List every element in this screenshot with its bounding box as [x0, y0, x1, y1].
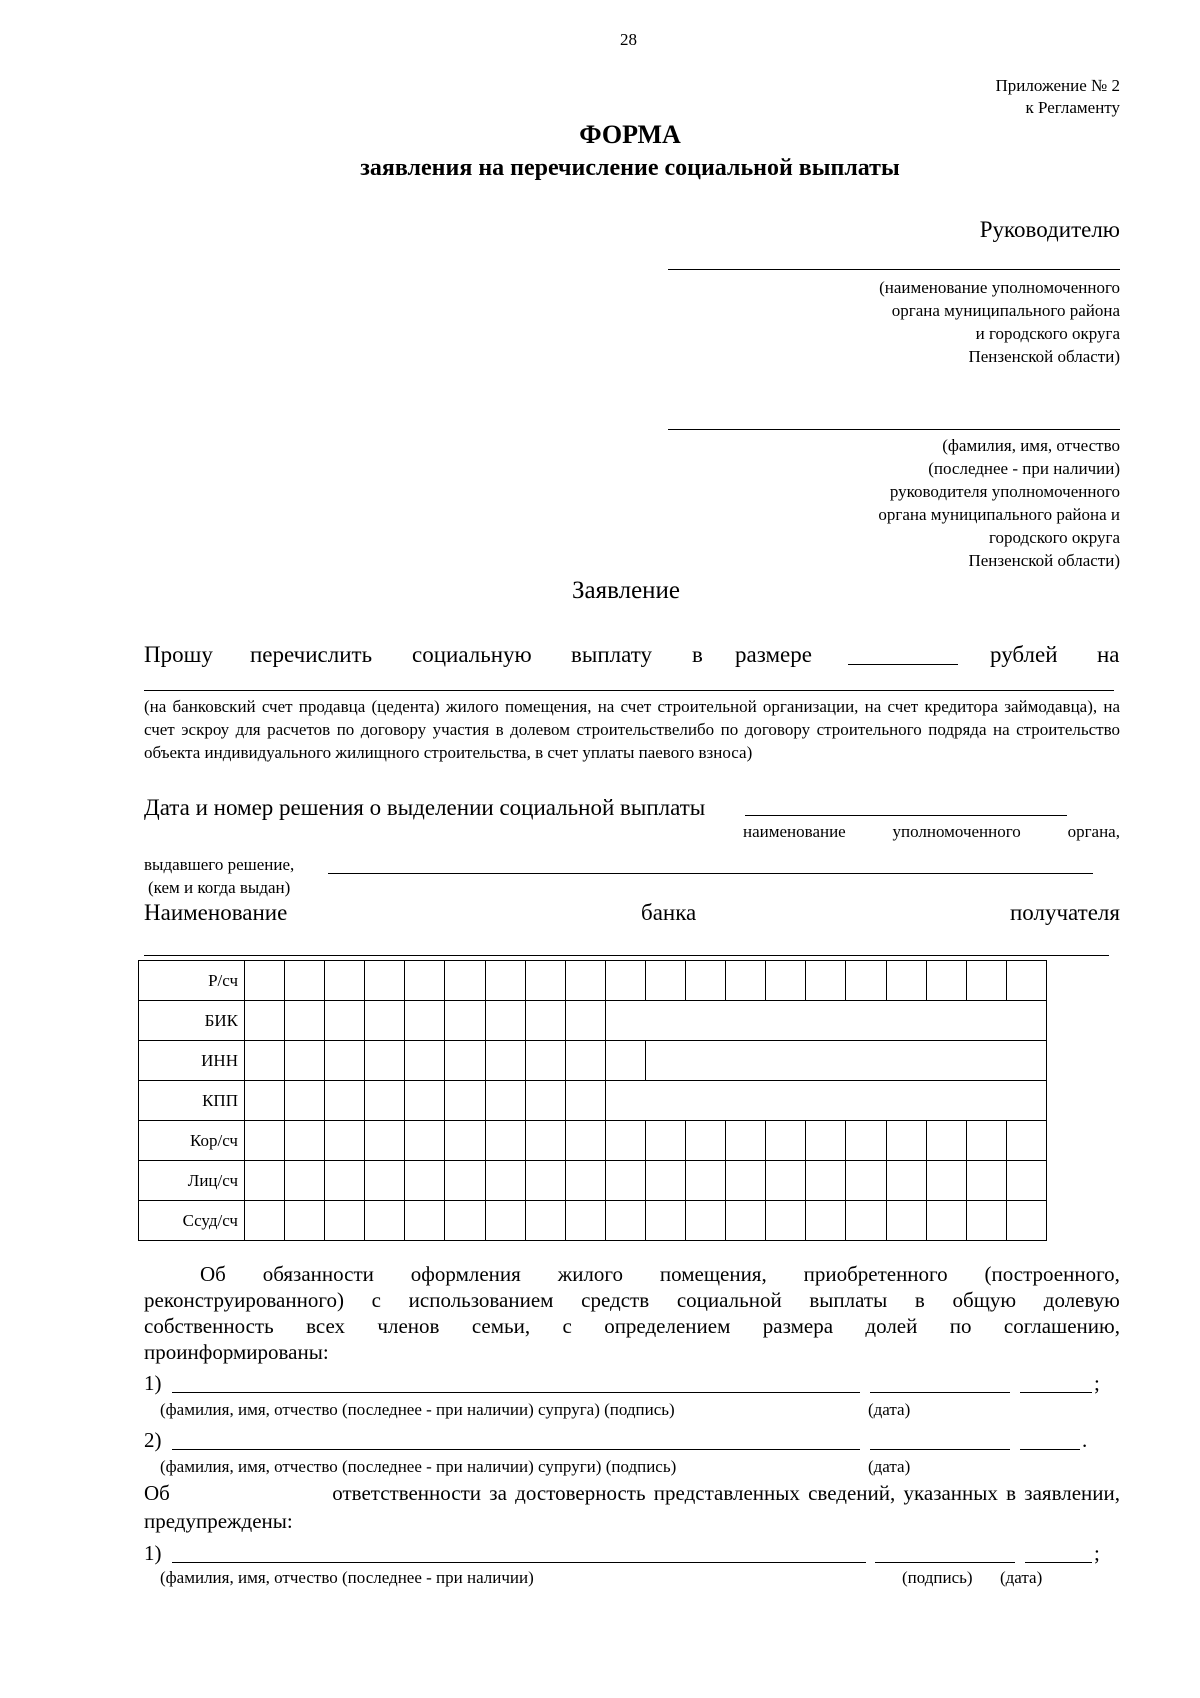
digit-cell[interactable]: [966, 1161, 1006, 1201]
own3-w6: определением: [604, 1314, 731, 1338]
account-destination-field[interactable]: [144, 690, 1114, 691]
ownership-line-1: [144, 1262, 1120, 1287]
digit-cell[interactable]: [485, 1201, 525, 1241]
digit-cell[interactable]: [365, 1001, 405, 1041]
digit-cell[interactable]: [285, 1161, 325, 1201]
person-hint-6: Пензенской области): [968, 551, 1120, 570]
digit-cell[interactable]: [565, 961, 605, 1001]
person-hint-1: (фамилия, имя, отчество: [942, 436, 1120, 455]
request-w8: на: [1097, 642, 1120, 667]
own3-w9: по: [949, 1314, 972, 1338]
digit-cell[interactable]: [405, 1041, 445, 1081]
bank-row: [139, 1081, 1047, 1121]
digit-cell[interactable]: [726, 961, 766, 1001]
decision-field[interactable]: [745, 815, 1067, 816]
digit-cell[interactable]: [726, 1201, 766, 1241]
digit-cell[interactable]: [766, 1161, 806, 1201]
own2-w1: реконструированного): [144, 1288, 344, 1312]
bank-row-label: Лиц/сч: [139, 1161, 245, 1201]
digit-cell[interactable]: [726, 1121, 766, 1161]
decision-label: Дата и номер решения о выделении социальной выплаты: [144, 795, 706, 820]
digit-cell[interactable]: [365, 1041, 405, 1081]
own1-w5: помещения,: [659, 1262, 767, 1286]
appendix-line-1: Приложение № 2: [995, 76, 1120, 95]
digit-cell[interactable]: [926, 1201, 966, 1241]
person-hint-3: руководителя уполномоченного: [889, 482, 1120, 501]
bank-row: [139, 1121, 1047, 1161]
digit-cell[interactable]: [766, 1201, 806, 1241]
sig2-sign-field[interactable]: [870, 1449, 1010, 1450]
own3-w3: членов: [377, 1314, 440, 1338]
digit-cell[interactable]: [686, 1201, 726, 1241]
digit-cell[interactable]: [886, 1161, 926, 1201]
resp-w1: Об: [144, 1481, 170, 1505]
digit-cell[interactable]: [445, 961, 485, 1001]
digit-cell[interactable]: [485, 1121, 525, 1161]
digit-cell[interactable]: [285, 961, 325, 1001]
digit-cell[interactable]: [645, 961, 685, 1001]
request-w6: размере: [735, 642, 812, 667]
request-w2: перечислить: [250, 642, 373, 667]
sig3-hint: (фамилия, имя, отчество (последнее - при наличии): [160, 1568, 534, 1587]
sig1-end: ;: [1094, 1371, 1100, 1395]
own3-w4: семьи,: [471, 1314, 531, 1338]
digit-cell[interactable]: [485, 961, 525, 1001]
own1-w4: жилого: [557, 1262, 624, 1286]
digit-cell[interactable]: [365, 1121, 405, 1161]
digit-cell[interactable]: [325, 1201, 365, 1241]
amount-field[interactable]: [848, 664, 958, 665]
responsibility-line-1: [144, 1481, 1120, 1506]
digit-cell[interactable]: [766, 1121, 806, 1161]
sig3-sign-field[interactable]: [875, 1562, 1015, 1563]
digit-cell[interactable]: [926, 961, 966, 1001]
sig3-date-field[interactable]: [1025, 1562, 1092, 1563]
appendix-line-2: к Регламенту: [1025, 98, 1120, 117]
digit-cell[interactable]: [806, 961, 846, 1001]
blank-tail-cell: [605, 1081, 1046, 1121]
bank-row: [139, 961, 1047, 1001]
digit-cell[interactable]: [605, 1041, 645, 1081]
digit-cell[interactable]: [605, 1121, 645, 1161]
own2-w6: выплаты: [809, 1288, 888, 1312]
digit-cell[interactable]: [325, 1121, 365, 1161]
bank-row-label: Р/сч: [139, 961, 245, 1001]
digit-cell[interactable]: [886, 961, 926, 1001]
digit-cell[interactable]: [325, 1001, 365, 1041]
digit-cell[interactable]: [565, 1041, 605, 1081]
own1-w7: (построенного,: [984, 1262, 1120, 1286]
page-number: 28: [620, 30, 637, 49]
digit-cell[interactable]: [525, 961, 565, 1001]
digit-cell[interactable]: [686, 1161, 726, 1201]
request-w7: рублей: [990, 642, 1058, 667]
digit-cell[interactable]: [645, 1121, 685, 1161]
own3-w2: всех: [306, 1314, 346, 1338]
org-hint-3: и городского округа: [975, 324, 1120, 343]
own3-w1: собственность: [144, 1314, 274, 1338]
own2-w8: общую: [952, 1288, 1017, 1312]
digit-cell[interactable]: [966, 1201, 1006, 1241]
bank-row: [139, 1001, 1047, 1041]
authority-hint: [743, 822, 1120, 842]
person-hint-5: городского округа: [988, 528, 1120, 547]
own1-w1: Об: [200, 1262, 226, 1286]
digit-cell[interactable]: [605, 961, 645, 1001]
digit-cell[interactable]: [445, 1041, 485, 1081]
sig1-number: 1): [144, 1371, 162, 1395]
request-w5: в: [692, 642, 703, 667]
org-hint-1: (наименование уполномоченного: [879, 278, 1120, 297]
digit-cell[interactable]: [285, 1201, 325, 1241]
digit-cell[interactable]: [645, 1201, 685, 1241]
digit-cell[interactable]: [445, 1081, 485, 1121]
digit-cell[interactable]: [886, 1121, 926, 1161]
digit-cell[interactable]: [1006, 1121, 1046, 1161]
head-name-field[interactable]: [668, 429, 1120, 430]
bank-row-label: БИК: [139, 1001, 245, 1041]
digit-cell[interactable]: [445, 1001, 485, 1041]
bank-row-label: Ссуд/сч: [139, 1201, 245, 1241]
request-w3: социальную: [412, 642, 532, 667]
bank-w2: банка: [641, 900, 697, 925]
blank-tail-cell: [605, 1001, 1046, 1041]
digit-cell[interactable]: [325, 1041, 365, 1081]
issued-by-field[interactable]: [328, 873, 1093, 874]
digit-cell[interactable]: [485, 1161, 525, 1201]
ownership-line-4: проинформированы:: [144, 1340, 329, 1364]
digit-cell[interactable]: [806, 1201, 846, 1241]
resp-w2: ответственности за достоверность представленных сведений, указанных в заявлении,: [332, 1481, 1120, 1505]
bank-w1: Наименование: [144, 900, 288, 925]
digit-cell[interactable]: [405, 961, 445, 1001]
own3-w7: размера: [762, 1314, 834, 1338]
addressee-to: Руководителю: [979, 217, 1120, 242]
sig2-date-field[interactable]: [1020, 1449, 1080, 1450]
form-title: ФОРМА: [579, 120, 681, 149]
digit-cell[interactable]: [926, 1161, 966, 1201]
digit-cell[interactable]: [525, 1201, 565, 1241]
authority-w2: уполномоченного: [892, 822, 1021, 841]
digit-cell[interactable]: [405, 1201, 445, 1241]
blank-tail-cell: [645, 1041, 1046, 1081]
sig2-name-field[interactable]: [172, 1449, 860, 1450]
form-subtitle: заявления на перечисление социальной выплаты: [360, 155, 900, 181]
digit-cell[interactable]: [846, 1201, 886, 1241]
digit-cell[interactable]: [405, 1001, 445, 1041]
own3-w5: с: [562, 1314, 572, 1338]
own2-w4: средств: [581, 1288, 650, 1312]
own2-w3: использованием: [408, 1288, 554, 1312]
digit-cell[interactable]: [565, 1121, 605, 1161]
ownership-line-3: [144, 1314, 1120, 1339]
digit-cell[interactable]: [1006, 1161, 1046, 1201]
digit-cell[interactable]: [285, 1001, 325, 1041]
bank-name-field[interactable]: [144, 955, 1109, 956]
own1-w3: оформления: [410, 1262, 521, 1286]
sig3-name-field[interactable]: [172, 1562, 866, 1563]
sig1-name-field[interactable]: [172, 1392, 860, 1393]
bank-name-label: [144, 900, 1120, 926]
digit-cell[interactable]: [886, 1201, 926, 1241]
digit-cell[interactable]: [605, 1201, 645, 1241]
digit-cell[interactable]: [365, 1201, 405, 1241]
issued-label: выдавшего решение,: [144, 855, 295, 874]
statement-heading: Заявление: [572, 577, 681, 604]
own1-w2: обязанности: [262, 1262, 374, 1286]
digit-cell[interactable]: [245, 1201, 285, 1241]
digit-cell[interactable]: [966, 961, 1006, 1001]
person-hint-4: органа муниципального района и: [878, 505, 1120, 524]
digit-cell[interactable]: [445, 1201, 485, 1241]
digit-cell[interactable]: [565, 1161, 605, 1201]
digit-cell[interactable]: [525, 1081, 565, 1121]
digit-cell[interactable]: [445, 1121, 485, 1161]
digit-cell[interactable]: [525, 1121, 565, 1161]
digit-cell[interactable]: [565, 1081, 605, 1121]
request-w1: Прошу: [144, 642, 213, 667]
digit-cell[interactable]: [846, 1121, 886, 1161]
digit-cell[interactable]: [405, 1081, 445, 1121]
digit-cell[interactable]: [806, 1121, 846, 1161]
digit-cell[interactable]: [245, 1041, 285, 1081]
digit-cell[interactable]: [485, 1001, 525, 1041]
org-hint-4: Пензенской области): [968, 347, 1120, 366]
org-name-field[interactable]: [668, 269, 1120, 270]
sig1-hint: (фамилия, имя, отчество (последнее - при наличии) супруга) (подпись): [160, 1400, 675, 1419]
digit-cell[interactable]: [1006, 1201, 1046, 1241]
digit-cell[interactable]: [525, 1001, 565, 1041]
digit-cell[interactable]: [565, 1201, 605, 1241]
sig3-number: 1): [144, 1541, 162, 1565]
bank-row: [139, 1041, 1047, 1081]
digit-cell[interactable]: [525, 1041, 565, 1081]
digit-cell[interactable]: [686, 961, 726, 1001]
digit-cell[interactable]: [325, 961, 365, 1001]
person-hint-2: (последнее - при наличии): [928, 459, 1120, 478]
digit-cell[interactable]: [365, 1081, 405, 1121]
digit-cell[interactable]: [485, 1081, 525, 1121]
digit-cell[interactable]: [245, 1161, 285, 1201]
sig1-date-hint: (дата): [868, 1400, 911, 1419]
bank-details-table: [138, 960, 1047, 1241]
digit-cell[interactable]: [405, 1161, 445, 1201]
digit-cell[interactable]: [806, 1161, 846, 1201]
digit-cell[interactable]: [605, 1161, 645, 1201]
authority-w3: органа,: [1067, 822, 1120, 841]
digit-cell[interactable]: [686, 1121, 726, 1161]
digit-cell[interactable]: [1006, 961, 1046, 1001]
bank-row-label: ИНН: [139, 1041, 245, 1081]
digit-cell[interactable]: [365, 961, 405, 1001]
digit-cell[interactable]: [926, 1121, 966, 1161]
digit-cell[interactable]: [405, 1121, 445, 1161]
bank-row: [139, 1161, 1047, 1201]
own2-w7: в: [914, 1288, 925, 1312]
org-hint-2: органа муниципального района: [891, 301, 1120, 320]
sig3-sign-hint: (подпись): [902, 1568, 973, 1587]
authority-w1: наименование: [743, 822, 846, 841]
bank-row-label: Кор/сч: [139, 1121, 245, 1161]
digit-cell[interactable]: [325, 1081, 365, 1121]
own3-w10: соглашению,: [1003, 1314, 1120, 1338]
digit-cell[interactable]: [245, 961, 285, 1001]
sig3-end: ;: [1094, 1541, 1100, 1565]
digit-cell[interactable]: [245, 1081, 285, 1121]
digit-cell[interactable]: [766, 961, 806, 1001]
ownership-line-2: [144, 1288, 1120, 1313]
request-w4: выплату: [571, 642, 652, 667]
own2-w2: с: [371, 1288, 381, 1312]
digit-cell[interactable]: [285, 1081, 325, 1121]
own2-w5: социальной: [676, 1288, 782, 1312]
digit-cell[interactable]: [565, 1001, 605, 1041]
digit-cell[interactable]: [645, 1161, 685, 1201]
responsibility-line-2: предупреждены:: [144, 1509, 293, 1533]
digit-cell[interactable]: [325, 1161, 365, 1201]
digit-cell[interactable]: [726, 1161, 766, 1201]
own3-w8: долей: [865, 1314, 918, 1338]
sig2-number: 2): [144, 1428, 162, 1452]
sig2-end: .: [1082, 1428, 1088, 1452]
digit-cell[interactable]: [485, 1041, 525, 1081]
own2-w9: долевую: [1043, 1288, 1120, 1312]
bank-row: [139, 1201, 1047, 1241]
sig1-sign-field[interactable]: [870, 1392, 1010, 1393]
sig3-date-hint: (дата): [1000, 1568, 1043, 1587]
digit-cell[interactable]: [966, 1121, 1006, 1161]
digit-cell[interactable]: [285, 1121, 325, 1161]
sig1-date-field[interactable]: [1020, 1392, 1092, 1393]
account-hint: (на банковский счет продавца (цедента) жилого помещения, на счет строительной организации, на счет кредитора займодавца), на счет эскроу для расчетов по договору участия в долевом строительствелибо по договору строительного подряда на строительство объекта индивидуального жилищного строительства, в счет уплаты паевого взноса): [144, 697, 1120, 762]
digit-cell[interactable]: [365, 1161, 405, 1201]
digit-cell[interactable]: [525, 1161, 565, 1201]
digit-cell[interactable]: [245, 1121, 285, 1161]
digit-cell[interactable]: [846, 961, 886, 1001]
digit-cell[interactable]: [285, 1041, 325, 1081]
sig2-date-hint: (дата): [868, 1457, 911, 1476]
digit-cell[interactable]: [846, 1161, 886, 1201]
bank-w3: получателя: [1010, 900, 1120, 925]
bank-row-label: КПП: [139, 1081, 245, 1121]
issued-hint: (кем и когда выдан): [148, 878, 291, 897]
sig2-hint: (фамилия, имя, отчество (последнее - при наличии) супруги) (подпись): [160, 1457, 677, 1476]
digit-cell[interactable]: [445, 1161, 485, 1201]
own1-w6: приобретенного: [803, 1262, 948, 1286]
digit-cell[interactable]: [245, 1001, 285, 1041]
